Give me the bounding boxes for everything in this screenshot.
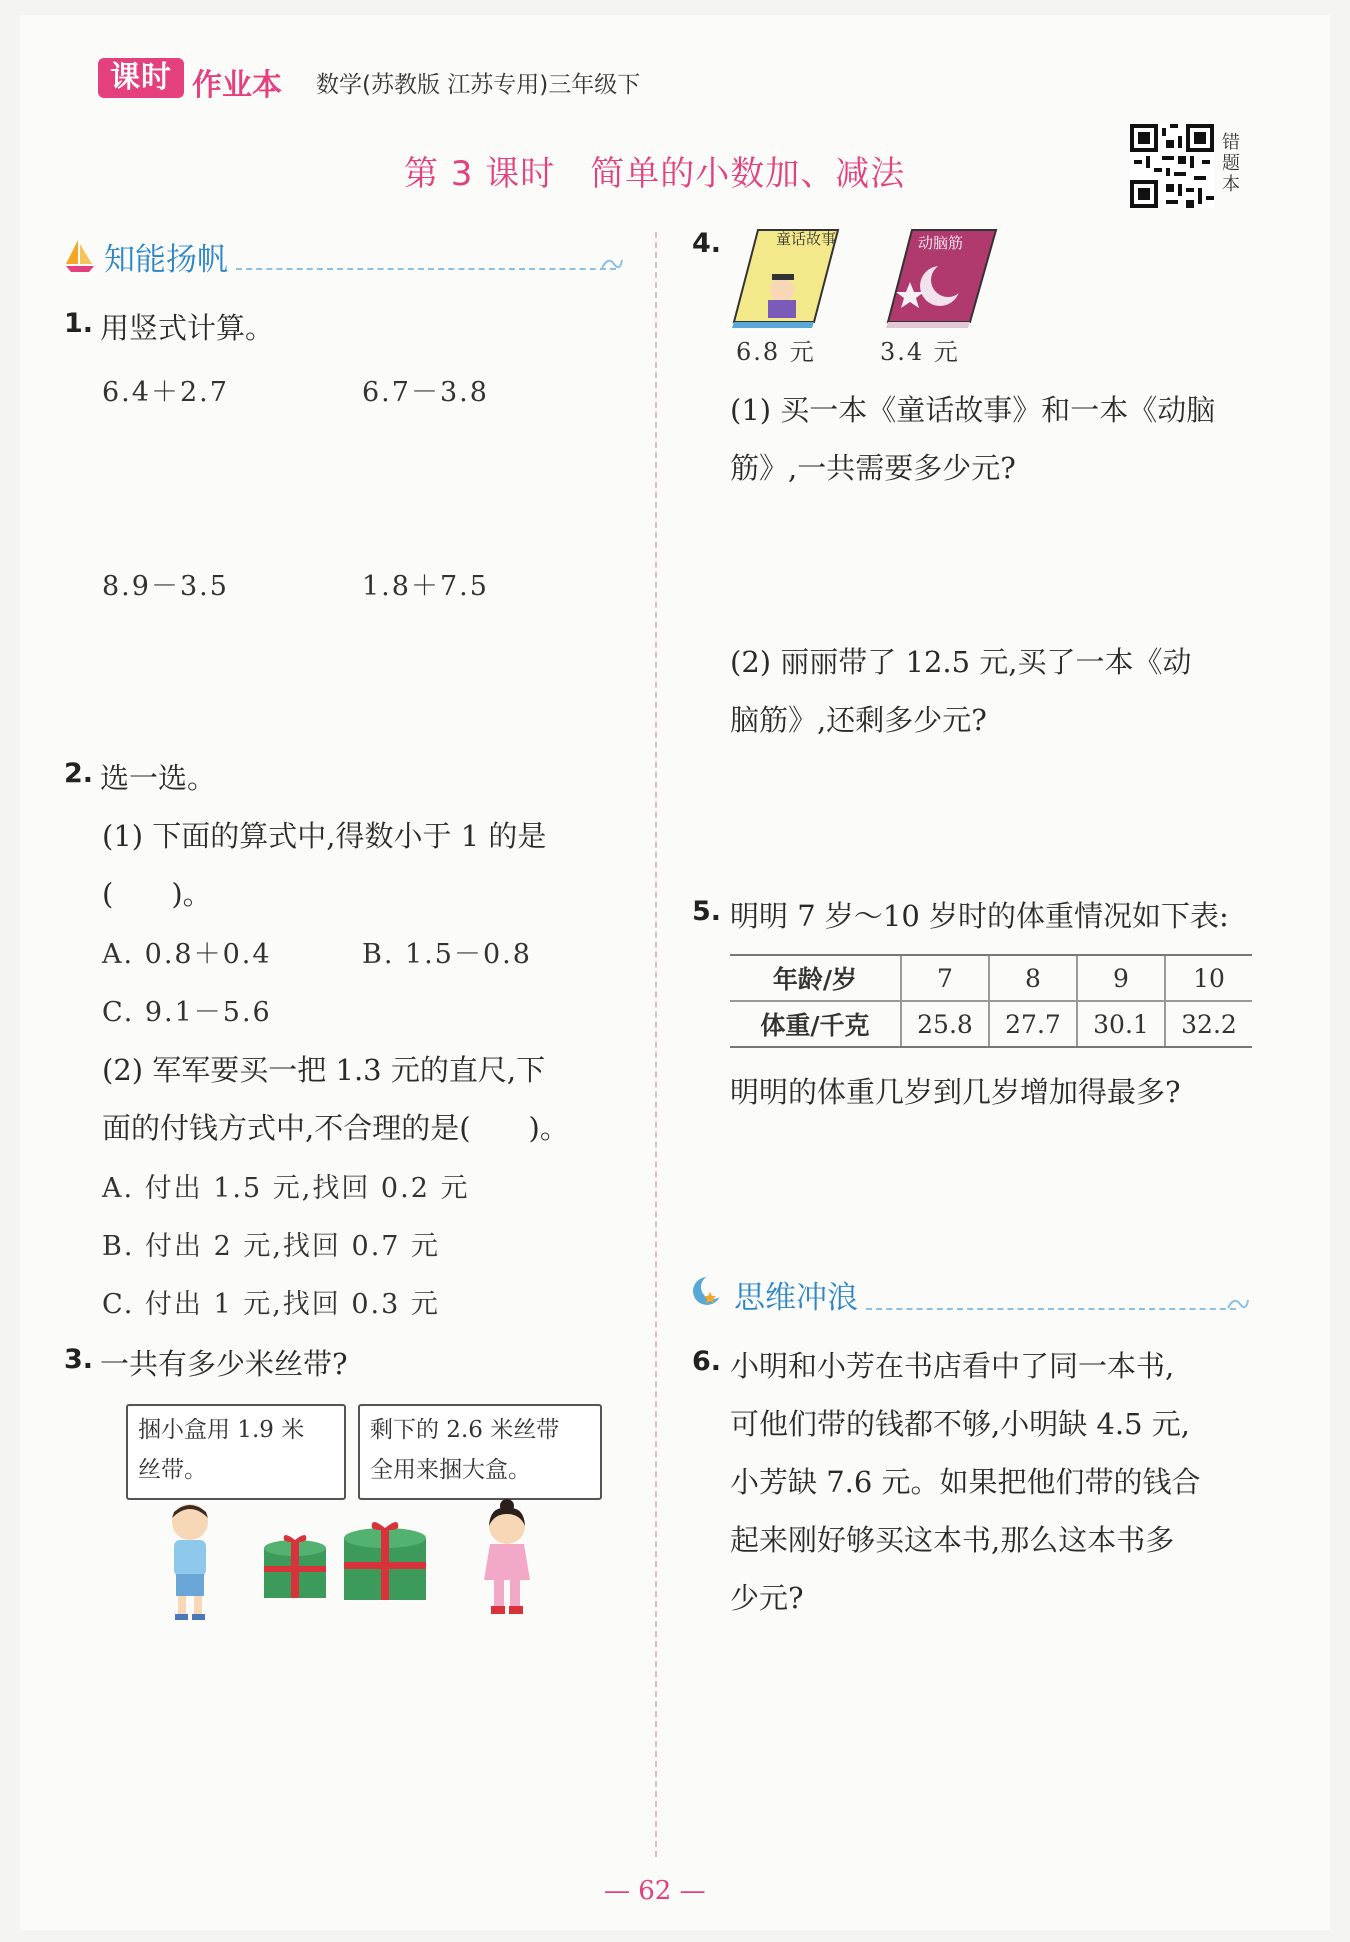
column-divider bbox=[655, 232, 657, 1857]
page-number: — 62 — bbox=[604, 1876, 706, 1906]
bubble-line: 捆小盒用 1.9 米 bbox=[138, 1417, 305, 1443]
question-line: 小芳缺 7.6 元。如果把他们带的钱合 bbox=[730, 1465, 1201, 1499]
sub-question: (2) 军军要买一把 1.3 元的直尺,下 bbox=[102, 1053, 546, 1087]
girl-illustration bbox=[474, 1496, 540, 1622]
section-title-thinking: 思维冲浪 bbox=[734, 1280, 858, 1316]
sub-question: (1) 下面的算式中,得数小于 1 的是 bbox=[102, 819, 547, 853]
choice-a[interactable]: A. 付出 1.5 元,找回 0.2 元 bbox=[102, 1173, 470, 1204]
answer-blank[interactable]: ( )。 bbox=[102, 877, 212, 911]
bubble-line: 丝带。 bbox=[138, 1457, 207, 1483]
sub-question: (1) 买一本《童话故事》和一本《动脑 bbox=[730, 393, 1216, 427]
table-cell: 25.8 bbox=[901, 1001, 989, 1047]
book2-cover-title: 动脑筋 bbox=[918, 234, 964, 252]
section-divider bbox=[236, 268, 616, 270]
calc-item: 6.4＋2.7 bbox=[102, 377, 229, 408]
section-title-knowledge: 知能扬帆 bbox=[104, 242, 228, 278]
section-divider bbox=[866, 1308, 1236, 1310]
qr-label: 错题本 bbox=[1222, 132, 1240, 195]
small-gift-box bbox=[260, 1530, 330, 1602]
question-text: 明明的体重几岁到几岁增加得最多? bbox=[730, 1075, 1181, 1109]
subject-line: 数学(苏教版 江苏专用)三年级下 bbox=[316, 72, 641, 98]
sub-question: 筋》,一共需要多少元? bbox=[730, 451, 1016, 485]
table-cell: 10 bbox=[1165, 955, 1252, 1001]
calc-item: 1.8＋7.5 bbox=[362, 571, 489, 602]
question-number: 1. bbox=[64, 308, 94, 339]
calc-item: 8.9－3.5 bbox=[102, 571, 229, 602]
sub-question: (2) 丽丽带了 12.5 元,买了一本《动 bbox=[730, 645, 1192, 679]
table-cell: 7 bbox=[901, 955, 989, 1001]
book2-price: 3.4 元 bbox=[880, 338, 960, 366]
wave-icon bbox=[1226, 1294, 1250, 1312]
speech-bubble-girl bbox=[358, 1404, 602, 1500]
table-cell: 30.1 bbox=[1077, 1001, 1165, 1047]
question-prompt: 选一选。 bbox=[100, 761, 217, 795]
question-prompt: 明明 7 岁～10 岁时的体重情况如下表: bbox=[730, 899, 1229, 933]
lesson-title: 第 3 课时 简单的小数加、减法 bbox=[404, 154, 906, 194]
moon-star-icon bbox=[690, 1274, 724, 1308]
brand-logo: 课时 bbox=[98, 58, 184, 98]
question-line: 少元? bbox=[730, 1581, 804, 1615]
question-number: 2. bbox=[64, 758, 94, 789]
question-number: 6. bbox=[692, 1346, 722, 1377]
calc-item: 6.7－3.8 bbox=[362, 377, 489, 408]
choice-b[interactable]: B. 1.5－0.8 bbox=[362, 939, 532, 970]
question-line: 小明和小芳在书店看中了同一本书, bbox=[730, 1349, 1175, 1383]
speech-bubble-boy bbox=[126, 1404, 346, 1500]
qr-code-icon[interactable] bbox=[1130, 124, 1214, 208]
question-number: 3. bbox=[64, 1344, 94, 1375]
boy-illustration bbox=[160, 1500, 220, 1622]
question-line: 可他们带的钱都不够,小明缺 4.5 元, bbox=[730, 1407, 1190, 1441]
choice-c[interactable]: C. 9.1－5.6 bbox=[102, 997, 272, 1028]
book1-cover-title: 童话故事 bbox=[776, 230, 837, 248]
answer-blank[interactable]: 面的付钱方式中,不合理的是( )。 bbox=[102, 1111, 569, 1145]
table-cell: 32.2 bbox=[1165, 1001, 1252, 1047]
large-gift-box bbox=[340, 1518, 430, 1604]
question-prompt: 用竖式计算。 bbox=[100, 311, 275, 345]
choice-c[interactable]: C. 付出 1 元,找回 0.3 元 bbox=[102, 1289, 440, 1320]
bubble-line: 全用来捆大盒。 bbox=[370, 1457, 531, 1483]
bubble-line: 剩下的 2.6 米丝带 bbox=[370, 1417, 560, 1443]
table-row bbox=[730, 955, 1252, 1001]
choice-a[interactable]: A. 0.8＋0.4 bbox=[102, 939, 272, 970]
table-cell: 8 bbox=[989, 955, 1077, 1001]
row-header: 体重/千克 bbox=[730, 1001, 901, 1047]
table-cell: 27.7 bbox=[989, 1001, 1077, 1047]
table-cell: 9 bbox=[1077, 955, 1165, 1001]
brand-text: 作业本 bbox=[192, 68, 282, 103]
question-prompt: 一共有多少米丝带? bbox=[100, 1347, 348, 1381]
question-number: 4. bbox=[692, 228, 722, 259]
sub-question: 脑筋》,还剩多少元? bbox=[730, 703, 987, 737]
sailboat-icon bbox=[64, 236, 96, 274]
row-header: 年龄/岁 bbox=[730, 955, 901, 1001]
choice-b[interactable]: B. 付出 2 元,找回 0.7 元 bbox=[102, 1231, 441, 1262]
book1-price: 6.8 元 bbox=[736, 338, 816, 366]
question-number: 5. bbox=[692, 896, 722, 927]
question-line: 起来刚好够买这本书,那么这本书多 bbox=[730, 1523, 1175, 1557]
wave-icon bbox=[600, 254, 624, 272]
weight-table bbox=[730, 954, 1252, 1048]
table-row bbox=[730, 1001, 1252, 1047]
